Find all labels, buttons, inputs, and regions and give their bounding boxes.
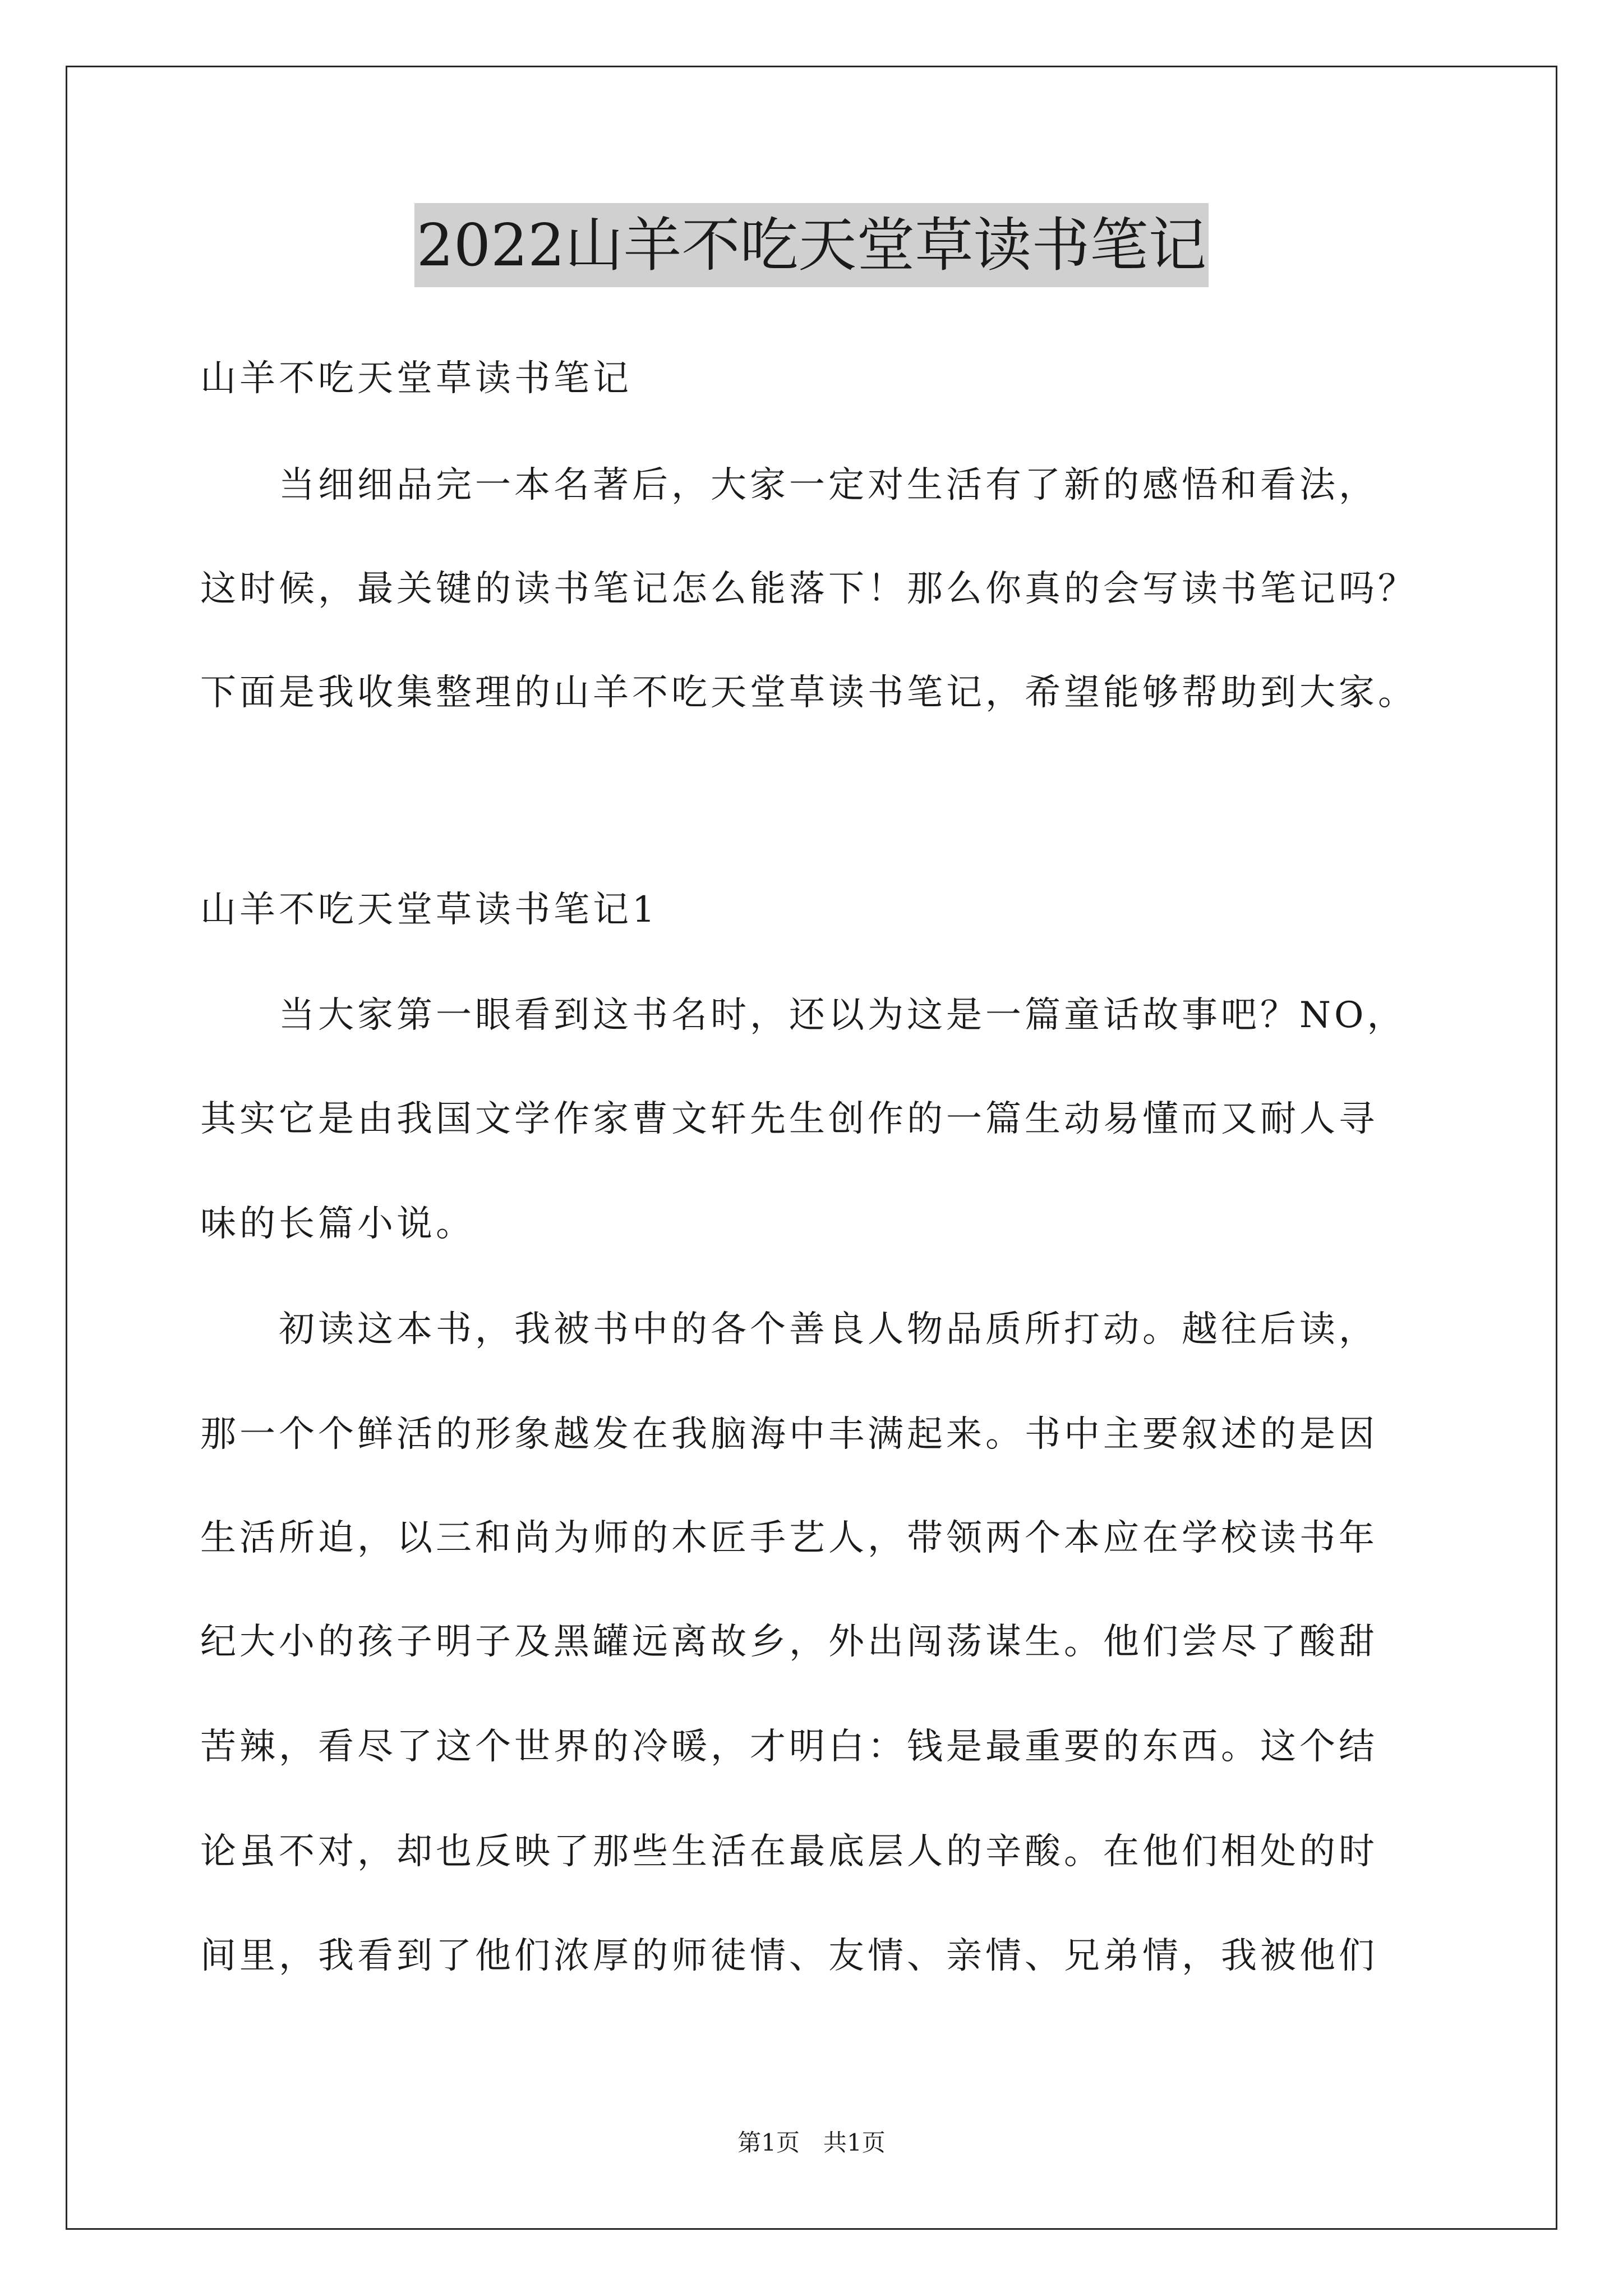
paragraph-line: 纪大小的孩子明子及黑罐远离故乡，外出闯荡谋生。他们尝尽了酸甜 — [200, 1621, 1378, 1663]
paragraph-line: 其实它是由我国文学作家曹文轩先生创作的一篇生动易懂而又耐人寻 — [200, 1098, 1378, 1140]
paragraph-line: 初读这本书，我被书中的各个善良人物品质所打动。越往后读， — [200, 1309, 1378, 1350]
section-heading: 山羊不吃天堂草读书笔记1 — [200, 889, 658, 931]
title-container — [0, 203, 1623, 287]
section-heading: 山羊不吃天堂草读书笔记 — [200, 358, 632, 399]
paragraph-line: 间里，我看到了他们浓厚的师徒情、友情、亲情、兄弟情，我被他们 — [200, 1935, 1378, 1977]
paragraph-line: 论虽不对，却也反映了那些生活在最底层人的辛酸。在他们相处的时 — [200, 1831, 1378, 1872]
paragraph-line: 下面是我收集整理的山羊不吃天堂草读书笔记，希望能够帮助到大家。 — [200, 672, 1417, 714]
paragraph-line: 生活所迫，以三和尚为师的木匠手艺人，带领两个本应在学校读书年 — [200, 1517, 1378, 1559]
page-footer: 第1页 共1页 — [737, 2129, 886, 2156]
paragraph-line: 苦辣，看尽了这个世界的冷暖，才明白：钱是最重要的东西。这个结 — [200, 1726, 1378, 1768]
paragraph-line: 当细细品完一本名著后，大家一定对生活有了新的感悟和看法， — [200, 464, 1378, 506]
paragraph-line: 那一个个鲜活的形象越发在我脑海中丰满起来。书中主要叙述的是因 — [200, 1414, 1378, 1455]
paragraph-line: 味的长篇小说。 — [200, 1203, 475, 1245]
paragraph-line: 这时候，最关键的读书笔记怎么能落下！那么你真的会写读书笔记吗？ — [200, 568, 1417, 610]
paragraph-line: 当大家第一眼看到这书名时，还以为这是一篇童话故事吧？NO， — [200, 995, 1407, 1036]
document-title: 2022山羊不吃天堂草读书笔记 — [414, 203, 1209, 287]
